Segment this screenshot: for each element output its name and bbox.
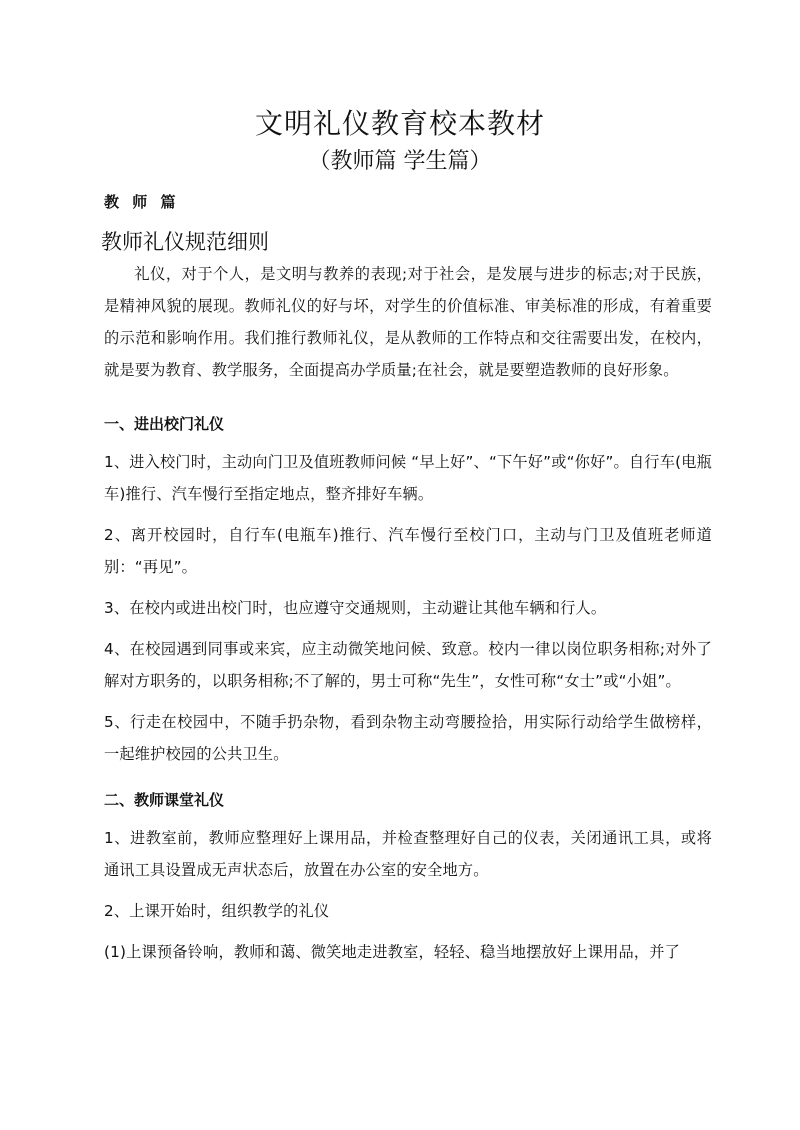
rule-item: 2、上课开始时，组织教学的礼仪 [104,902,330,920]
rule-item: 4、在校园遇到同事或来宾，应主动微笑地问候、致意。校内一律以岗位职务相称;对外了解对方职务的，以职务相称;不了解的，男士可称“先生”，女性可称“女士”或“小姐”。 [104,640,712,690]
part-label-teacher: 教 师 篇 [104,193,180,211]
rules-title: 教师礼仪规范细则 [101,230,269,254]
intro-paragraph: 礼仪，对于个人，是文明与教养的表现;对于社会，是发展与进步的标志;对于民族，是精神风貌的展现。教师礼仪的好与坏，对学生的价值标准、审美标准的形成，有着重要的示范和影响作用。我们推行教师礼仪，是从教师的工作特点和交往需要出发，在校内，就是要为教育、教学服务，全面提高办学质量;在社会，就是要塑造教师的良好形象。 [104,265,712,379]
section-heading: 二、教师课堂礼仪 [104,791,225,809]
document-body [104,258,712,968]
rule-item: 3、在校内或进出校门时，也应遵守交通规则，主动避让其他车辆和行人。 [104,599,607,617]
rule-item: 1、进教室前，教师应整理好上课用品，并检查整理好自己的仪表，关闭通讯工具，或将通讯工具设置成无声状态后，放置在办公室的安全地方。 [104,829,712,879]
document-title: 文明礼仪教育校本教材 [254,107,545,140]
document-subtitle: （教师篇 学生篇） [308,149,492,174]
rule-item: 2、离开校园时，自行车(电瓶车)推行、汽车慢行至校门口，主动与门卫及值班老师道别：“再见”。 [104,526,712,576]
section-heading: 一、进出校门礼仪 [104,415,225,433]
rule-item: 1、进入校门时，主动向门卫及值班教师问候 “早上好”、“下午好”或“你好”。自行车(电瓶车)推行、汽车慢行至指定地点，整齐排好车辆。 [104,453,712,503]
rule-item: (1)上课预备铃响，教师和蔼、微笑地走进教室，轻轻、稳当地摆放好上课用品，并了 [104,943,681,961]
rule-item: 5、行走在校园中，不随手扔杂物，看到杂物主动弯腰捡拾，用实际行动给学生做榜样，一起维护校园的公共卫生。 [104,713,712,763]
